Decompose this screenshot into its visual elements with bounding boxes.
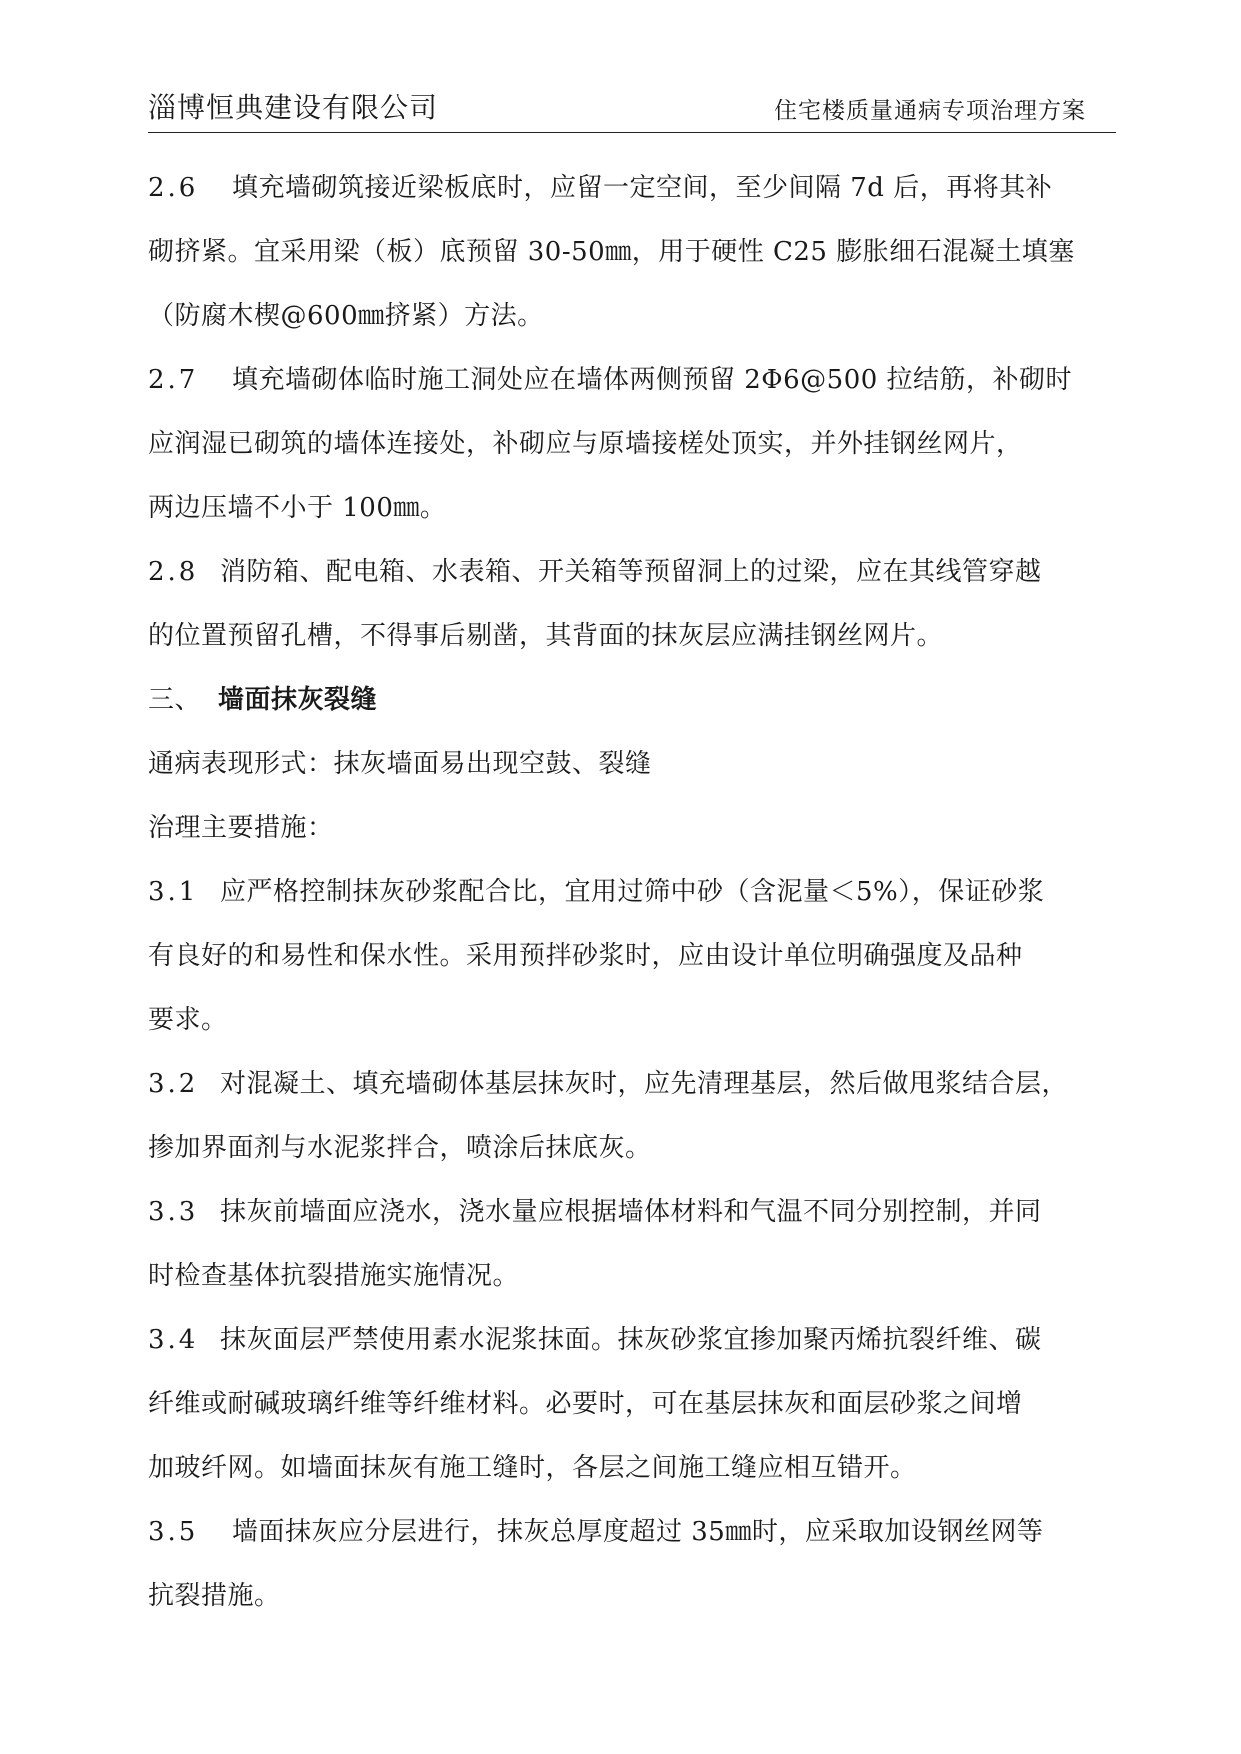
paragraph-line: 要求。 xyxy=(148,1005,228,1035)
paragraph-line: 抗裂措施。 xyxy=(148,1581,281,1611)
document-title: 住宅楼质量通病专项治理方案 xyxy=(774,98,1086,124)
section-number: 三、 xyxy=(148,685,202,715)
paragraph-line xyxy=(148,1052,1120,1116)
symptom-line: 通病表现形式：抹灰墙面易出现空鼓、裂缝 xyxy=(148,749,652,779)
paragraph-line: 掺加界面剂与水泥浆拌合，喷涂后抹底灰。 xyxy=(148,1133,652,1163)
paragraph-line xyxy=(148,348,1120,412)
paragraph-line: （防腐木楔@600㎜挤紧）方法。 xyxy=(148,301,544,331)
item-number: 3.3 xyxy=(148,1197,199,1227)
paragraph-line: 两边压墙不小于 100㎜。 xyxy=(148,493,447,523)
item-number: 3.2 xyxy=(148,1069,199,1099)
paragraph-line xyxy=(148,860,1120,924)
paragraph-text: 墙面抹灰应分层进行，抹灰总厚度超过 35㎜时，应采取加设钢丝网等 xyxy=(232,1517,1044,1547)
section-title: 墙面抹灰裂缝 xyxy=(218,685,378,715)
paragraph-line xyxy=(148,1180,1120,1244)
paragraph-text: 填充墙砌筑接近梁板底时，应留一定空间，至少间隔 7d 后，再将其补 xyxy=(232,173,1053,203)
paragraph-text: 消防箱、配电箱、水表箱、开关箱等预留洞上的过梁，应在其线管穿越 xyxy=(220,557,1042,587)
paragraph-line: 时检查基体抗裂措施实施情况。 xyxy=(148,1261,520,1291)
section-heading xyxy=(148,668,1120,732)
paragraph-text: 对混凝土、填充墙砌体基层抹灰时，应先清理基层，然后做甩浆结合层， xyxy=(220,1069,1069,1099)
paragraph-line: 有良好的和易性和保水性。采用预拌砂浆时，应由设计单位明确强度及品种 xyxy=(148,941,1023,971)
item-number: 3.1 xyxy=(148,877,199,907)
item-number: 2.6 xyxy=(148,173,199,203)
paragraph-line: 加玻纤网。如墙面抹灰有施工缝时，各层之间施工缝应相互错开。 xyxy=(148,1453,917,1483)
paragraph-text: 填充墙砌体临时施工洞处应在墙体两侧预留 2Φ6@500 拉结筋，补砌时 xyxy=(232,365,1073,395)
paragraph-text: 应严格控制抹灰砂浆配合比，宜用过筛中砂（含泥量＜5%），保证砂浆 xyxy=(220,877,1045,907)
paragraph-line xyxy=(148,1308,1120,1372)
paragraph-text: 抹灰前墙面应浇水，浇水量应根据墙体材料和气温不同分别控制，并同 xyxy=(220,1197,1042,1227)
paragraph-line: 应润湿已砌筑的墙体连接处，补砌应与原墙接槎处顶实，并外挂钢丝网片， xyxy=(148,429,1023,459)
paragraph-line: 砌挤紧。宜采用梁（板）底预留 30-50㎜，用于硬性 C25 膨胀细石混凝土填塞 xyxy=(148,237,1075,267)
item-number: 3.4 xyxy=(148,1325,199,1355)
paragraph-text: 抹灰面层严禁使用素水泥浆抹面。抹灰砂浆宜掺加聚丙烯抗裂纤维、碳 xyxy=(220,1325,1042,1355)
paragraph-line xyxy=(148,1500,1120,1564)
paragraph-line xyxy=(148,540,1120,604)
item-number: 3.5 xyxy=(148,1517,199,1547)
measures-label: 治理主要措施： xyxy=(148,813,334,843)
company-name: 淄博恒典建设有限公司 xyxy=(148,91,439,124)
item-number: 2.7 xyxy=(148,365,199,395)
item-number: 2.8 xyxy=(148,557,199,587)
paragraph-line xyxy=(148,156,1120,220)
paragraph-line: 的位置预留孔槽，不得事后剔凿，其背面的抹灰层应满挂钢丝网片。 xyxy=(148,621,944,651)
paragraph-line: 纤维或耐碱玻璃纤维等纤维材料。必要时，可在基层抹灰和面层砂浆之间增 xyxy=(148,1389,1023,1419)
document-body xyxy=(148,156,1120,1628)
page-header xyxy=(148,86,1116,133)
